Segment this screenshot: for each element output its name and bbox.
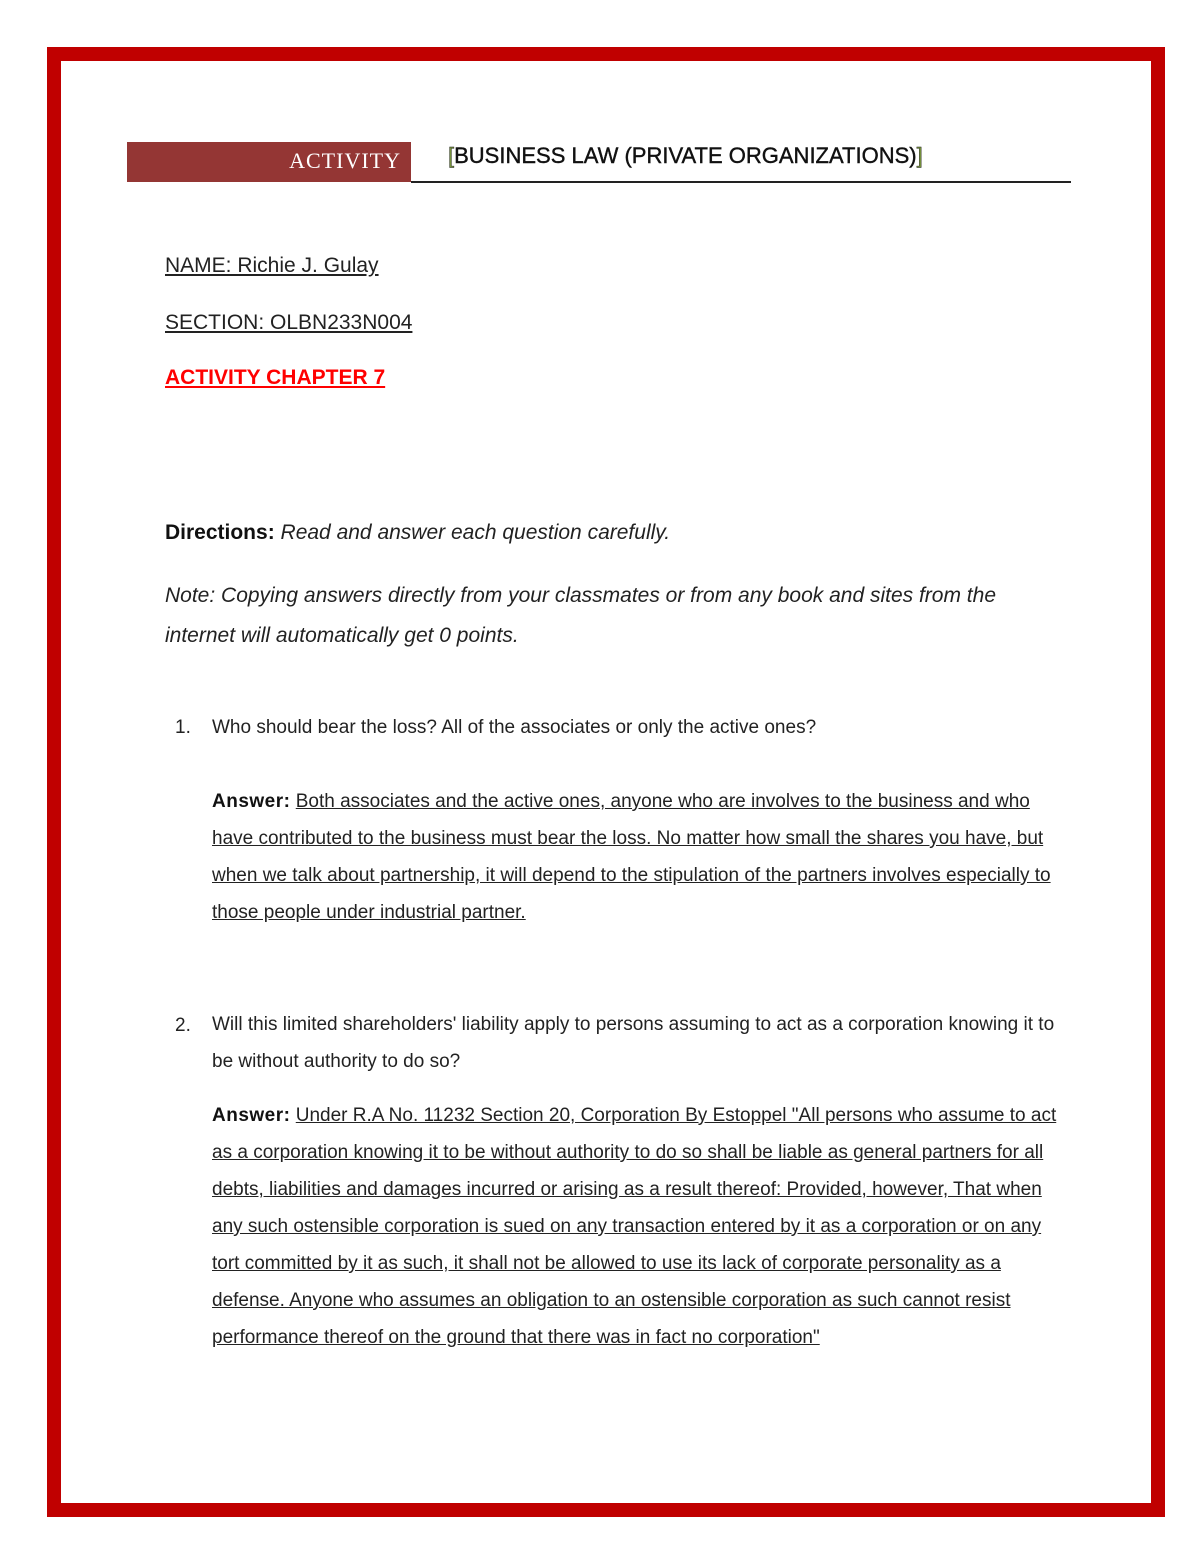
- student-section: SECTION: OLBN233N004: [165, 311, 413, 334]
- answer-block: [212, 1097, 1062, 1356]
- activity-title: ACTIVITY CHAPTER 7: [165, 366, 386, 389]
- directions: [165, 521, 670, 545]
- course-title: [448, 143, 923, 169]
- answer-block: [212, 783, 1062, 931]
- question-text: Who should bear the loss? All of the associates or only the active ones?: [212, 717, 817, 738]
- course-title-text: BUSINESS LAW (PRIVATE ORGANIZATIONS): [454, 143, 917, 168]
- answer-label: Answer:: [212, 1105, 291, 1126]
- directions-note: Note: Copying answers directly from your classmates or from any book and sites from the internet will automatically get 0 points.: [165, 584, 996, 647]
- answer-text: Both associates and the active ones, anyone who are involves to the business and who have contributed to the business must bear the loss. No matter how small the shares you have, but when we talk about partnership, it will depend to the stipulation of the partners involves especially to those people under industrial partner.: [212, 791, 1051, 923]
- header-band-label: ACTIVITY: [289, 148, 401, 173]
- directions-text: Read and answer each question carefully.: [280, 521, 671, 544]
- directions-label: Directions:: [165, 521, 275, 544]
- header-band: [127, 142, 411, 182]
- header-rule: [411, 181, 1071, 183]
- question-text: Will this limited shareholders' liability apply to persons assuming to act as a corporation knowing it to be without authority to do so?: [212, 1014, 1055, 1072]
- question-number: 1.: [175, 717, 191, 738]
- answer-text: Under R.A No. 11232 Section 20, Corporation By Estoppel "All persons who assume to act as a corporation knowing it to be without authority to do so shall be liable as general partners for all debts, liabilities and damages incurred or arising as a result thereof: Provided, however, That when any such ostensible corporation is sued on any transaction entered by it as a corporation or on any tort committed by it as such, it shall not be allowed to use its lack of corporate personality as a defense. Anyone who assumes an obligation to an ostensible corporation as such cannot resist performance thereof on the ground that there was in fact no corporation": [212, 1105, 1057, 1348]
- answer-label: Answer:: [212, 791, 291, 812]
- student-name: NAME: Richie J. Gulay: [165, 254, 379, 277]
- question-number: 2.: [175, 1015, 191, 1036]
- bracket-open: [: [448, 143, 455, 168]
- bracket-close: ]: [916, 143, 923, 168]
